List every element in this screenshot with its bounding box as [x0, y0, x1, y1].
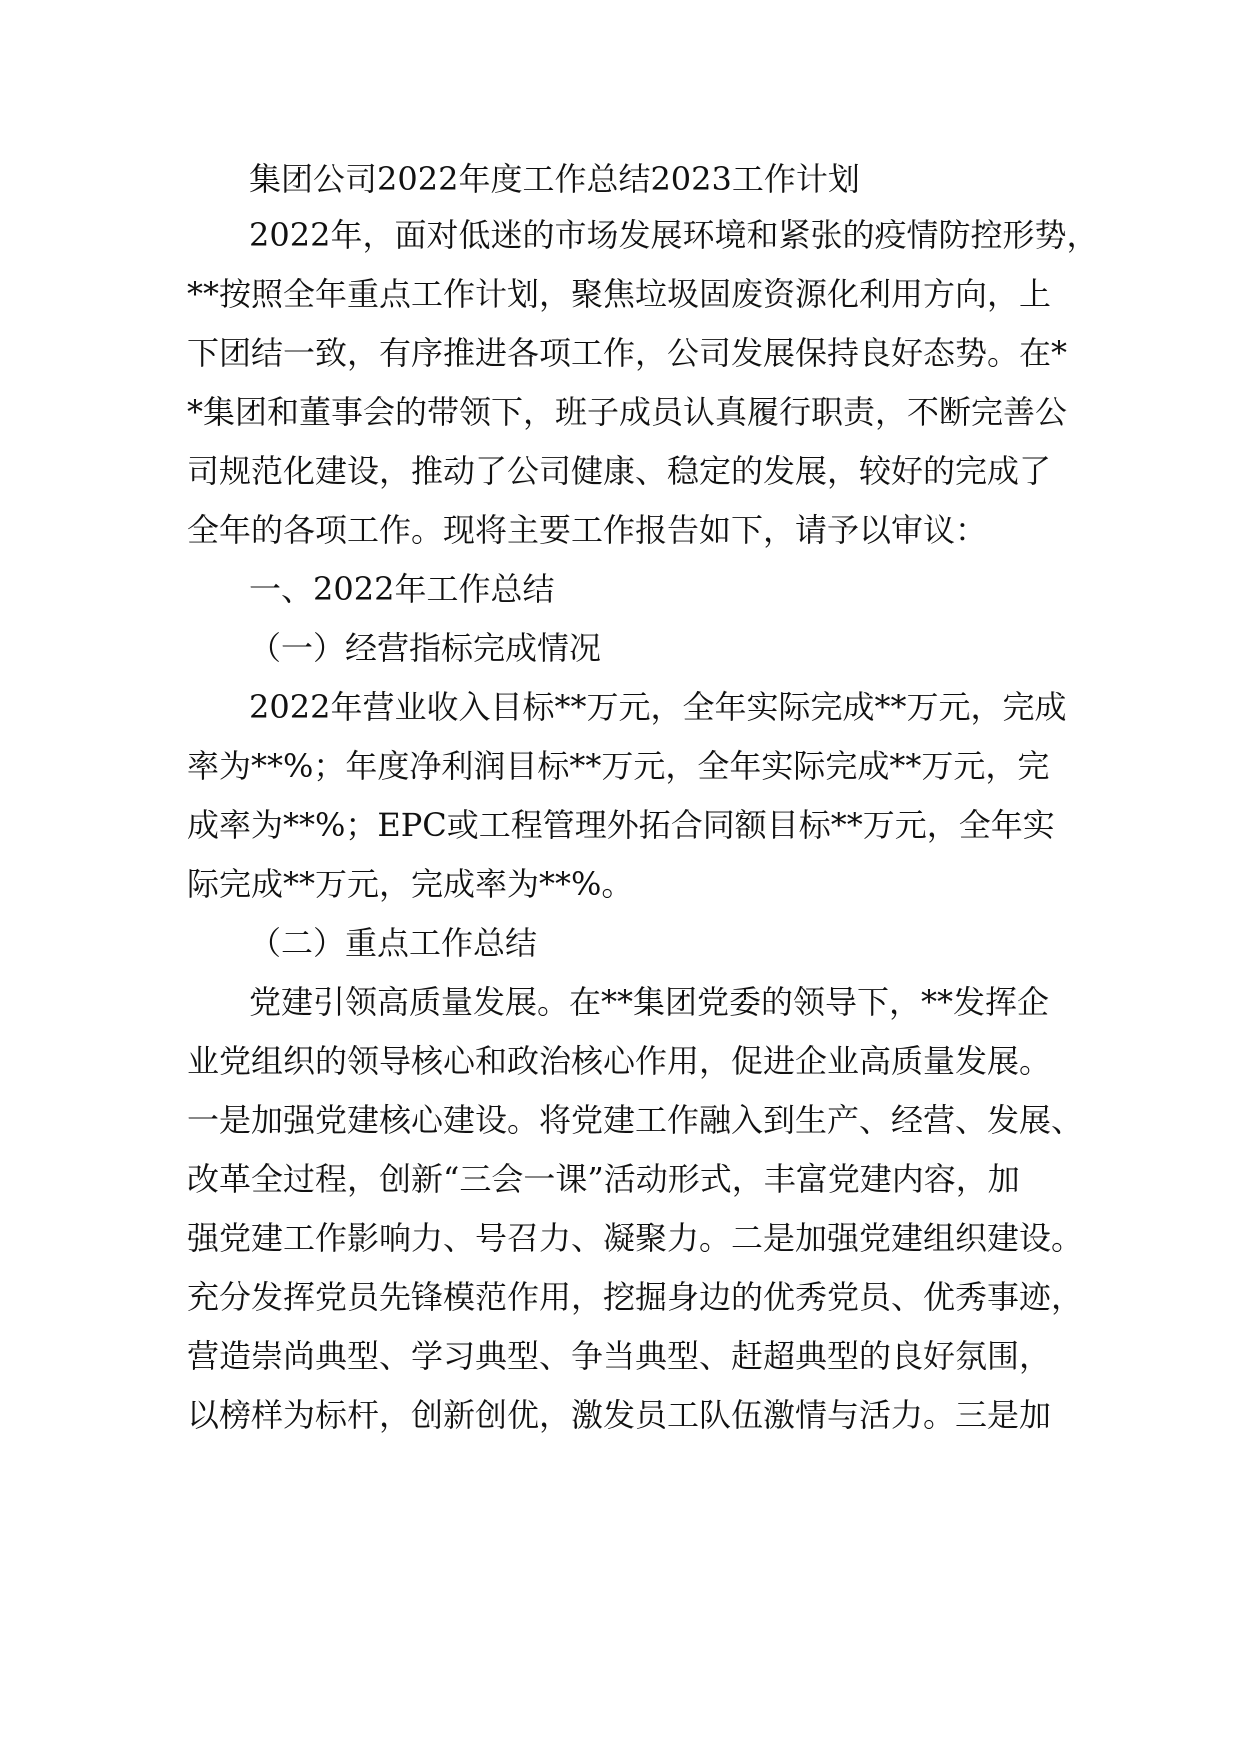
section-heading: 一、2022年工作总结 [249, 570, 555, 608]
body-line: 全年的各项工作。现将主要工作报告如下，请予以审议： [187, 511, 988, 549]
body-line: 以榜样为标杆，创新创优，激发员工队伍激情与活力。三是加 [187, 1396, 1052, 1434]
body-line: 下团结一致，有序推进各项工作，公司发展保持良好态势。在* [187, 334, 1068, 372]
body-line: 营造崇尚典型、学习典型、争当典型、赶超典型的良好氛围， [187, 1337, 1052, 1375]
body-line: 2022年营业收入目标**万元，全年实际完成**万元，完成 [249, 688, 1067, 726]
body-line: 充分发挥党员先锋模范作用，挖掘身边的优秀党员、优秀事迹， [187, 1278, 1084, 1316]
body-line: 率为**%；年度净利润目标**万元，全年实际完成**万元，完 [187, 747, 1050, 785]
body-line: 党建引领高质量发展。在**集团党委的领导下，**发挥企 [249, 983, 1050, 1021]
body-line: 一是加强党建核心建设。将党建工作融入到生产、经营、发展、 [187, 1101, 1084, 1139]
body-line: **按照全年重点工作计划，聚焦垃圾固废资源化利用方向，上 [187, 275, 1052, 313]
body-line: 际完成**万元，完成率为**%。 [187, 865, 634, 903]
body-line: *集团和董事会的带领下，班子成员认真履行职责，不断完善公 [187, 393, 1068, 431]
body-line: 司规范化建设，推动了公司健康、稳定的发展，较好的完成了 [187, 452, 1052, 490]
subsection-heading: （一）经营指标完成情况 [249, 629, 602, 667]
body-line: 强党建工作影响力、号召力、凝聚力。二是加强党建组织建设。 [187, 1219, 1084, 1257]
document-title: 集团公司2022年度工作总结2023工作计划 [249, 160, 860, 198]
body-line: 2022年，面对低迷的市场发展环境和紧张的疫情防控形势， [249, 216, 1099, 254]
body-line: 成率为**%；EPC或工程管理外拓合同额目标**万元，全年实 [187, 806, 1055, 844]
body-line: 改革全过程，创新“三会一课”活动形式，丰富党建内容，加 [187, 1160, 1020, 1198]
subsection-heading: （二）重点工作总结 [249, 924, 538, 962]
body-line: 业党组织的领导核心和政治核心作用，促进企业高质量发展。 [187, 1042, 1052, 1080]
